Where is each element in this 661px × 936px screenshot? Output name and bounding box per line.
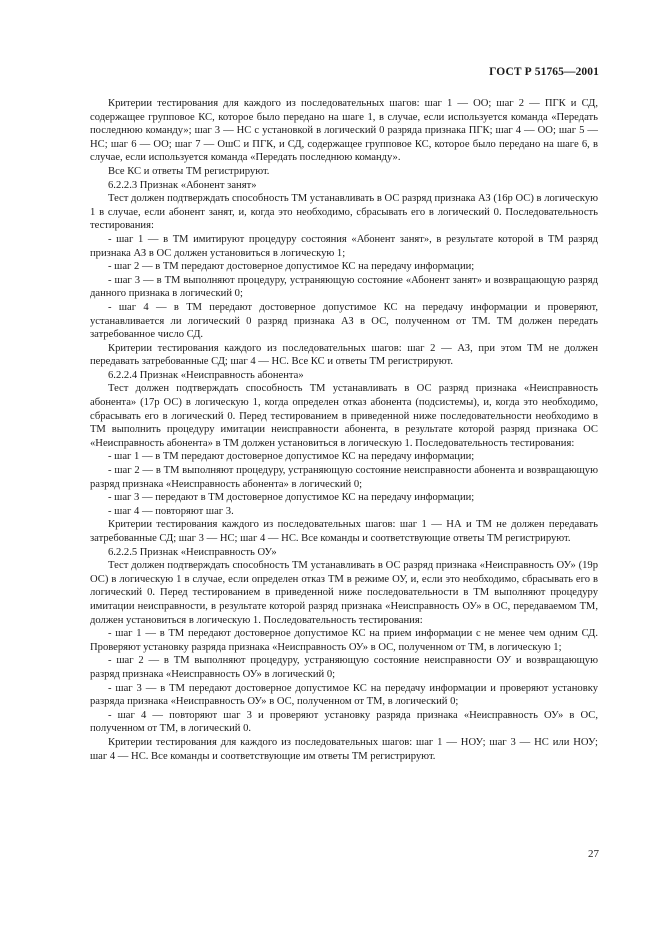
paragraph: Тест должен подтверждать способность ТМ устанавливать в ОС разряд признака АЗ (16р ОС) в логическую 1 в случае, если абонент занят, и, когда это необходимо, сбрасывать его в логический 0. Последовательность тестирования: — [90, 193, 598, 232]
paragraph: 6.2.2.5 Признак «Неисправность ОУ» — [108, 546, 277, 558]
paragraph: Тест должен подтверждать способность ТМ устанавливать в ОС разряд признака «Неисправность абонента» (17р ОС) в логическую 1, когда определен отказ абонента (подсистемы), и, когда это необходимо, сбрасывать его в логический 0. Перед тестированием в приведенной ниже последовательности необходимо в ТМ выполнить процедуру имитации неисправности абонента, в результате которой разряд признака ОС «Неисправность абонента» в ТМ должен установиться в логическую 1. Последовательность тестирования: — [90, 383, 598, 449]
paragraph: Тест должен подтверждать способность ТМ устанавливать в ОС разряд признака «Неисправность ОУ» (19р ОС) в логическую 1 в случае, если определен отказ ТМ в режиме ОУ, и, если это необходимо, сбрасывать его в логический 0. Перед тестированием в приведенной ниже последовательности в ТМ выполняют процедуру имитации неисправности, в результате которой разряд признака «Неисправность ОУ» в ОС, передаваемом ТМ, должен установиться в логическую 1. Последовательность тестирования: — [90, 560, 598, 626]
standard-header: ГОСТ Р 51765—2001 — [489, 66, 599, 78]
paragraph: - шаг 2 — в ТМ выполняют процедуру, устраняющую состояние неисправности абонента и возвращающую разряд признака «Неисправность абонента» в логический 0; — [90, 465, 598, 490]
paragraph: - шаг 2 — в ТМ выполняют процедуру, устраняющую состояние неисправности ОУ и возвращающую разряд признака «Неисправность ОУ» в логический 0; — [90, 655, 598, 680]
paragraph: - шаг 2 — в ТМ передают достоверное допустимое КС на передачу информации; — [108, 261, 475, 273]
paragraph: Критерии тестирования каждого из последовательных шагов: шаг 2 — АЗ, при этом ТМ не должен передавать затребованные СД; шаг 4 — НС. Все КС и ответы ТМ регистрируют. — [90, 342, 598, 368]
paragraph: - шаг 4 — повторяют шаг 3. — [108, 505, 234, 517]
paragraph: 6.2.2.4 Признак «Неисправность абонента» — [108, 369, 304, 381]
paragraph: Критерии тестирования для каждого из последовательных шагов: шаг 1 — НОУ; шаг 3 — НС или НОУ; шаг 4 — НС. Все команды и соответствующие им ответы ТМ регистрируют. — [90, 736, 598, 762]
paragraph: - шаг 3 — в ТМ передают достоверное допустимое КС на передачу информации и проверяют установку разряда признака «Неисправность ОУ» в ОС, полученном от ТМ, в логический 0; — [90, 682, 598, 708]
paragraph: - шаг 3 — в ТМ выполняют процедуру, устраняющую состояние «Абонент занят» и возвращающую разряд данного признака в логический 0; — [90, 274, 598, 300]
paragraph: Критерии тестирования каждого из последовательных шагов: шаг 1 — НА и ТМ не должен передавать затребованные СД; шаг 3 — НС; шаг 4 — НС. Все команды и соответствующие ответы ТМ регистрируют. — [90, 519, 598, 544]
paragraph: - шаг 1 — в ТМ имитируют процедуру состояния «Абонент занят», в результате которой в ТМ разряд признака АЗ в ОС должен установиться в логическую 1; — [90, 233, 598, 259]
document-body — [90, 97, 598, 763]
paragraph: Критерии тестирования для каждого из последовательных шагов: шаг 1 — ОО; шаг 2 — ПГК и СД, содержащее групповое КС, которое было передано на шаге 1, в случае, если используется команда «Передать последнюю команду»; шаг 3 — НС с установкой в логический 0 разряда признака ПГК; шаг 4 — ОО; шаг 5 — НС; шаг 6 — ОО; шаг 7 — ОшС и ПГК, и СД, содержащее групповое КС, которое было передано на шаге 6, в случае, если используется команда «Передать последнюю команду». — [90, 98, 598, 164]
paragraph: Все КС и ответы ТМ регистрируют. — [108, 165, 270, 177]
paragraph: - шаг 1 — в ТМ передают достоверное допустимое КС на прием информации с не менее чем одним СД. Проверяют установку разряда признака «Неисправность ОУ» в ОС, полученном от ТМ, в логическую 1; — [90, 628, 598, 653]
paragraph: - шаг 3 — передают в ТМ достоверное допустимое КС на передачу информации; — [108, 492, 475, 504]
paragraph: 6.2.2.3 Признак «Абонент занят» — [108, 179, 257, 191]
paragraph: - шаг 4 — повторяют шаг 3 и проверяют установку разряда признака «Неисправность ОУ» в ОС, полученном от ТМ, в логический 0. — [90, 709, 598, 735]
paragraph: - шаг 4 — в ТМ передают достоверное допустимое КС на передачу информации и проверяют, устанавливается ли логический 0 разряд признака АЗ в ОС, полученном от ТМ. ТМ должен передать затребованное число СД. — [90, 301, 598, 341]
paragraph: - шаг 1 — в ТМ передают достоверное допустимое КС на передачу информации; — [108, 451, 475, 463]
page-number: 27 — [588, 848, 599, 860]
